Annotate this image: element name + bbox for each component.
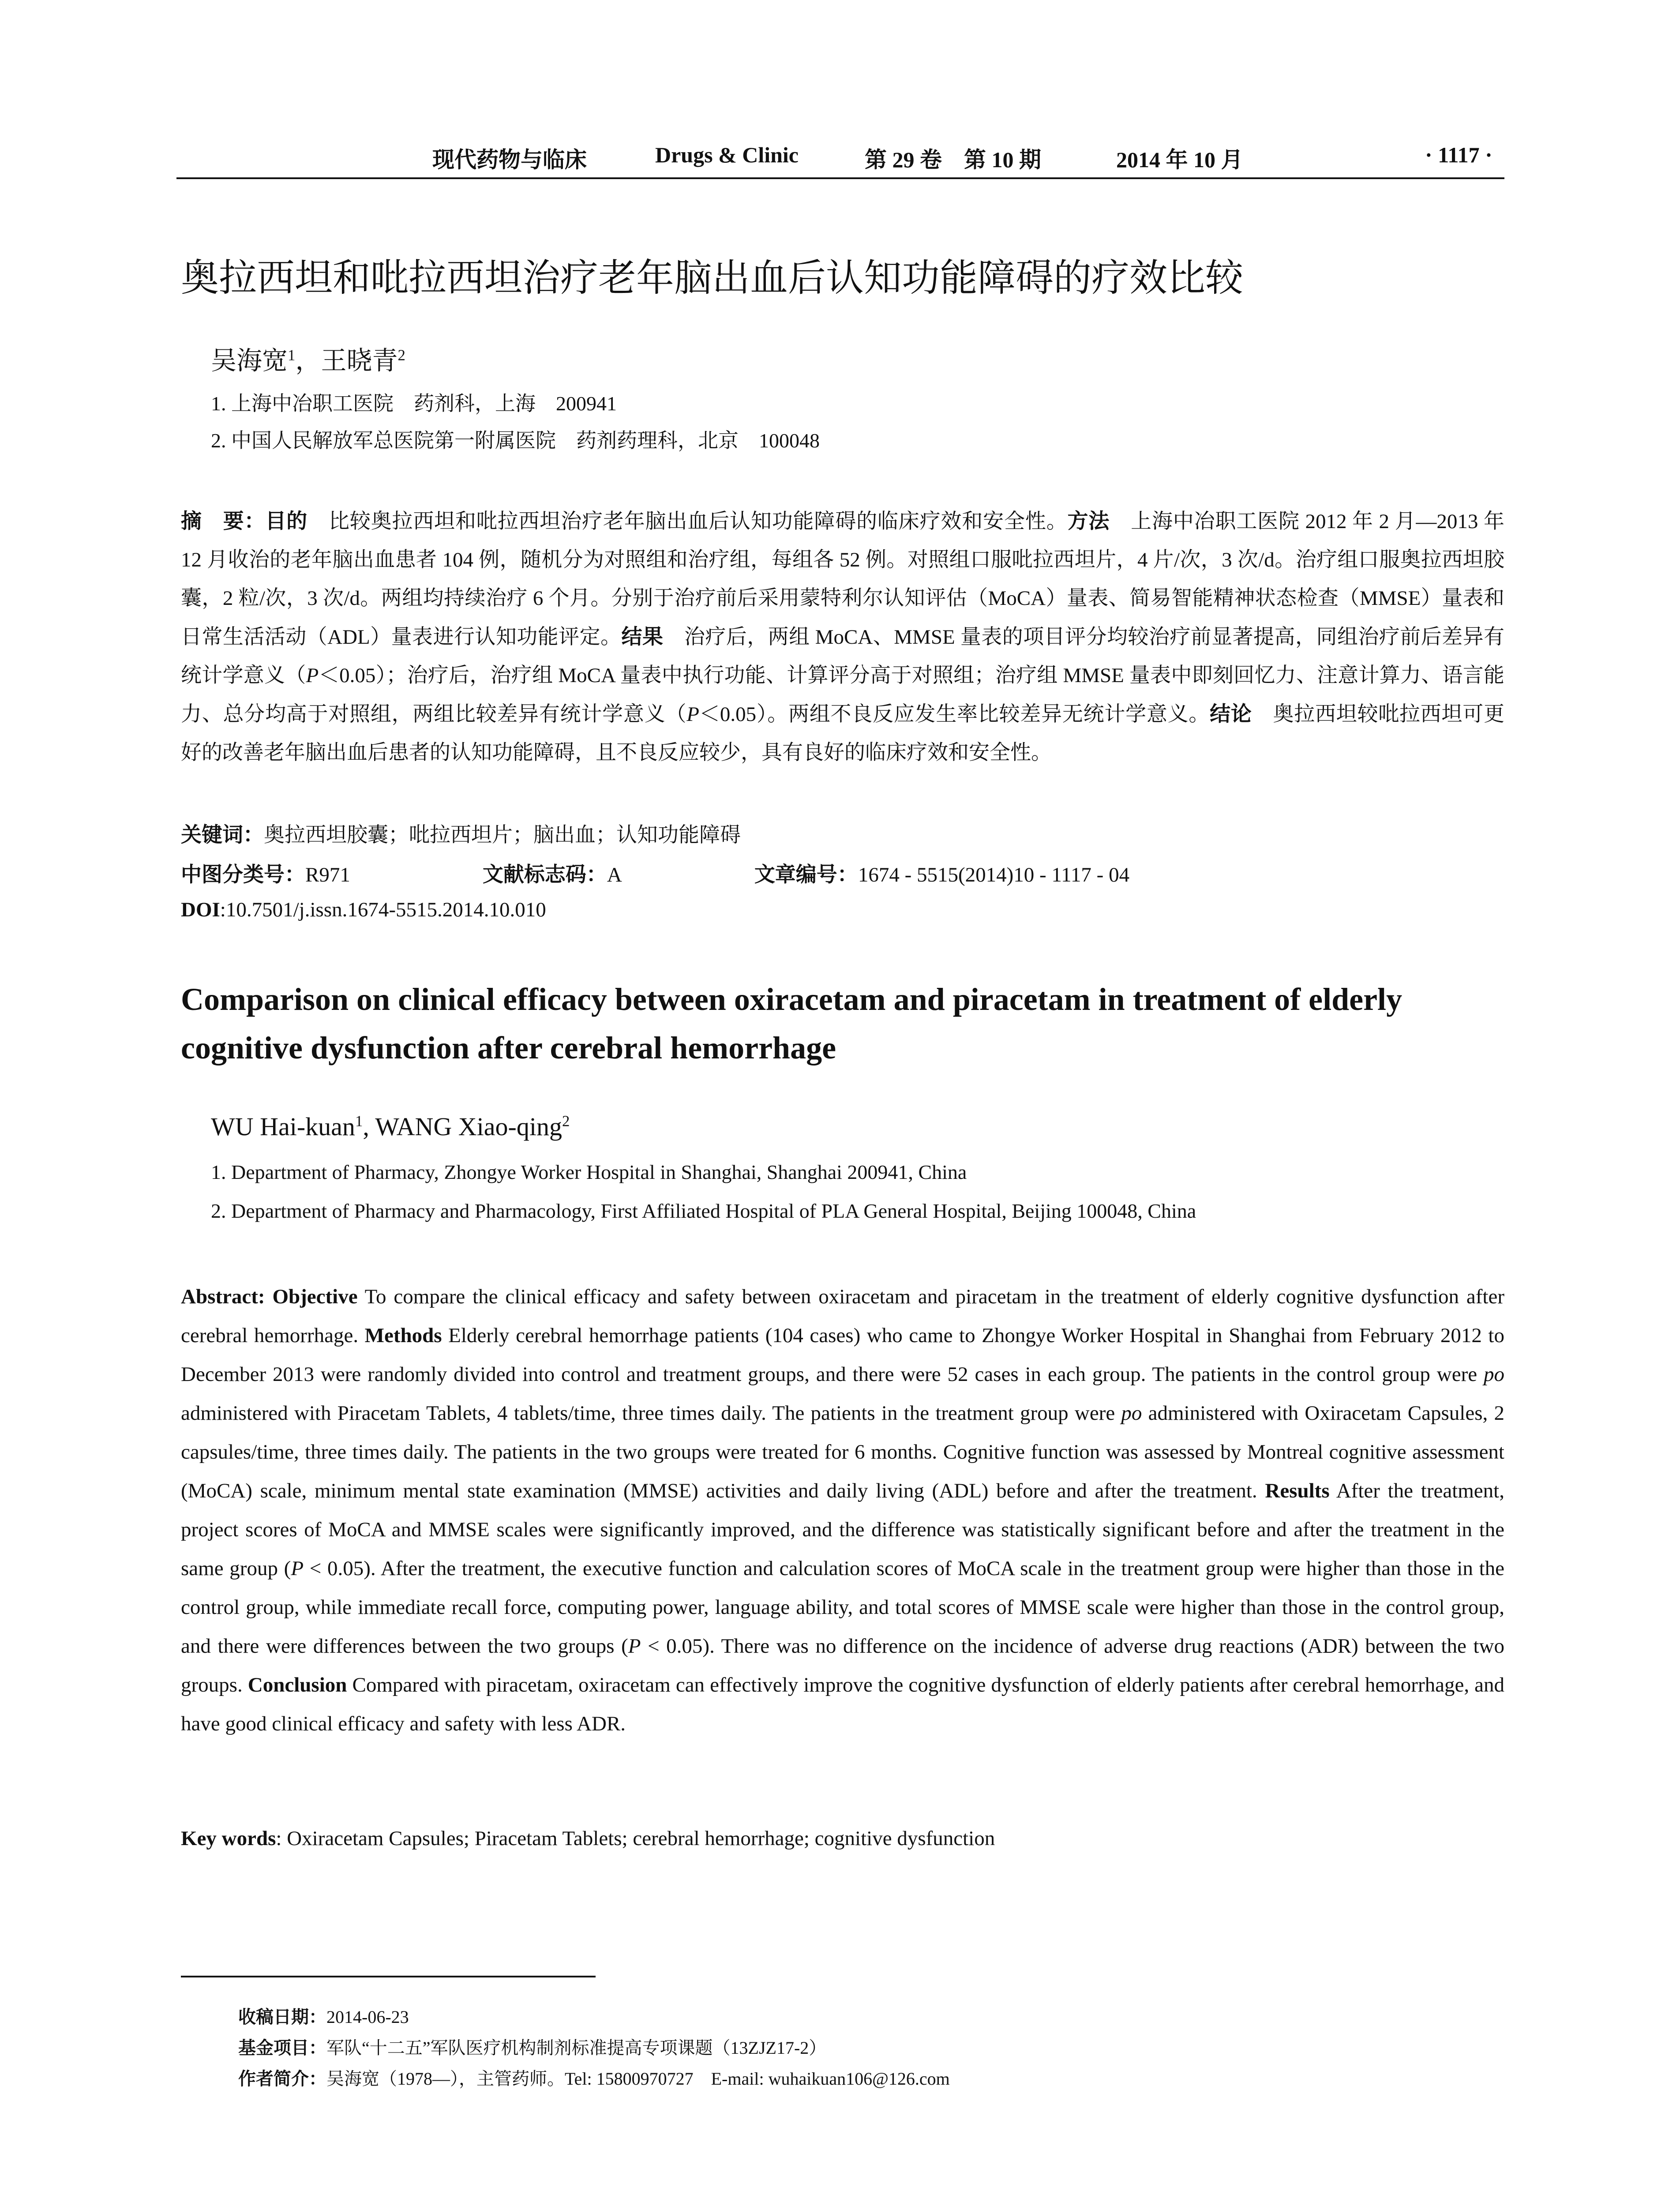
- route-abbrev: po: [1121, 1402, 1142, 1425]
- issue-date: 2014 年 10 月: [1116, 147, 1243, 172]
- authors-en: [211, 1112, 1534, 1141]
- running-header: [176, 142, 1504, 173]
- doc-code-label: 文献标志码：: [482, 863, 607, 887]
- received-value: 2014-06-23: [326, 2007, 409, 2027]
- title-cn: 奥拉西坦和吡拉西坦治疗老年脑出血后认知功能障碍的疗效比较: [181, 256, 1243, 300]
- results-text: ＜0.05）。两组不良反应发生率比较差异无统计学意义。: [699, 703, 1210, 726]
- keywords-label: Key words: [181, 1827, 276, 1850]
- affiliation-en-2: 2. Department of Pharmacy and Pharmacology, First Affiliated Hospital of PLA General Hospital, Beijing 100048, China: [211, 1200, 1196, 1222]
- doc-code-value: A: [607, 863, 622, 886]
- author-bio-label: 作者简介：: [238, 2069, 326, 2089]
- volume-issue: 第 29 卷 第 10 期: [865, 147, 1041, 172]
- conclusion-label: 结论: [1210, 702, 1252, 726]
- methods-label: Methods: [364, 1324, 442, 1347]
- methods-text: administered with Oxiracetam Capsules, 2 capsules/time, three times daily. The patients in the two groups were treated for 6 months. Cognitive function was assessed by Montreal cognitive assessment (MoCA) scale, minimum mental state examination (MMSE) activities and daily living (ADL) before and after the treatment.: [181, 1402, 1504, 1502]
- author-separator: ，: [295, 346, 321, 375]
- objective-label: Objective: [272, 1285, 358, 1308]
- methods-text: 上海中冶职工医院 2012 年 2 月—2013 年 12 月收治的老年脑出血患者 104 例，随机分为对照组和治疗组，每组各 52 例。对照组口服吡拉西坦片，4 片/次，3 次/d。治疗组口服奥拉西坦胶囊，2 粒/次，3 次/d。两组均持续治疗 6 个月。分别于治疗前后采用蒙特利尔认知评估（MoCA）量表、简易智能精神状态检查（MMSE）量表和日常生活活动（ADL）量表进行认知功能评定。: [181, 510, 1505, 649]
- article-no-field: [754, 863, 1196, 886]
- methods-text: Elderly cerebral hemorrhage patients (104 cases) who came to Zhongye Worker Hospital in Shanghai from February 2012 to December 2013 were randomly divided into control and treatment groups, and there were 52 cases in each group. The patients in the control group were: [181, 1324, 1504, 1386]
- conclusion-label: Conclusion: [248, 1673, 347, 1696]
- received-label: 收稿日期：: [238, 2007, 326, 2027]
- doi-label: DOI: [181, 898, 220, 921]
- abstract-cn: [181, 502, 1504, 772]
- page-number: · 1117 ·: [1425, 143, 1492, 167]
- p-value-symbol: P: [306, 664, 319, 687]
- doi-value: :10.7501/j.issn.1674-5515.2014.10.010: [220, 898, 546, 921]
- abstract-label: Abstract:: [181, 1285, 273, 1308]
- affiliation-cn-2: 2. 中国人民解放军总医院第一附属医院 药剂药理科，北京 100048: [211, 429, 820, 452]
- results-text: 治疗后，两组 MoCA、MMSE 量表的项目评分均较治疗前显著提高，同组治疗前后差异有统计学意义（: [181, 626, 1505, 687]
- author-name: 吴海宽: [211, 346, 288, 375]
- results-text: < 0.05). After the treatment, the executive function and calculation scores of MoCA scale in the treatment group were higher than those in the control group, while immediate recall force, computing power, language ability, and total scores of MMSE scale were higher than those in the control group, and there were differences between the two groups (: [181, 1557, 1504, 1658]
- objective-text: To compare the clinical efficacy and safety between oxiracetam and piracetam in the treatment of elderly cognitive dysfunction after cerebral hemorrhage.: [181, 1285, 1504, 1347]
- p-value-symbol: P: [628, 1635, 641, 1658]
- clc-label: 中图分类号：: [181, 863, 305, 887]
- header-rule: [176, 177, 1504, 179]
- objective-label: 目的: [265, 509, 308, 533]
- results-label: Results: [1265, 1479, 1330, 1502]
- p-value-symbol: P: [291, 1557, 304, 1580]
- keywords-text: : Oxiracetam Capsules; Piracetam Tablets; cerebral hemorrhage; cognitive dysfunction: [276, 1827, 995, 1850]
- methods-label: 方法: [1067, 509, 1110, 533]
- author-name: 王晓青: [321, 346, 398, 375]
- author-affiliation-mark: 2: [562, 1112, 570, 1130]
- keywords-text: 奥拉西坦胶囊；吡拉西坦片；脑出血；认知功能障碍: [264, 824, 741, 847]
- methods-text: administered with Piracetam Tablets, 4 tablets/time, three times daily. The patients in the treatment group were: [181, 1402, 1121, 1425]
- results-text: < 0.05). There was no difference on the incidence of adverse drug reactions (ADR) between the two groups.: [181, 1635, 1504, 1696]
- affiliation-cn-1: 1. 上海中冶职工医院 药剂科，上海 200941: [211, 392, 617, 415]
- abstract-label: 摘 要：: [181, 509, 266, 533]
- author-separator: ,: [363, 1112, 375, 1141]
- doi-line: [181, 898, 1504, 922]
- fund-value: 军队“十二五”军队医疗机构制剂标准提高专项课题（13ZJZ17-2）: [326, 2038, 827, 2058]
- journal-name-en: Drugs & Clinic: [655, 143, 799, 167]
- article-no-label: 文章编号：: [754, 863, 858, 887]
- fund-label: 基金项目：: [238, 2038, 326, 2058]
- article-no-value: 1674 - 5515(2014)10 - 1117 - 04: [858, 863, 1130, 886]
- objective-text: 比较奥拉西坦和吡拉西坦治疗老年脑出血后认知功能障碍的临床疗效和安全性。: [308, 510, 1068, 533]
- author-affiliation-mark: 1: [288, 346, 296, 364]
- journal-name-cn: 现代药物与临床: [432, 147, 587, 173]
- conclusion-text: Compared with piracetam, oxiracetam can effectively improve the cognitive dysfunction of elderly patients after cerebral hemorrhage, and have good clinical efficacy and safety with less ADR.: [181, 1673, 1504, 1735]
- clc-value: R971: [305, 863, 350, 886]
- author-affiliation-mark: 1: [355, 1112, 363, 1130]
- author-affiliation-mark: 2: [398, 346, 405, 364]
- footnote-fund: [238, 2034, 826, 2059]
- title-en: Comparison on clinical efficacy between oxiracetam and piracetam in treatment of elderly cognitive dysfunction after cerebral hemorrhage: [181, 982, 1402, 1065]
- authors-cn: [211, 340, 1534, 377]
- clc-field: [181, 863, 416, 886]
- conclusion-text: 奥拉西坦较吡拉西坦可更好的改善老年脑出血后患者的认知功能障碍，且不良反应较少，具有良好的临床疗效和安全性。: [181, 703, 1505, 764]
- keywords-cn: [181, 818, 1504, 848]
- route-abbrev: po: [1484, 1363, 1504, 1386]
- footnote-received: [238, 2003, 409, 2028]
- keywords-en: [181, 1827, 1504, 1850]
- affiliation-en-1: 1. Department of Pharmacy, Zhongye Worker Hospital in Shanghai, Shanghai 200941, China: [211, 1161, 967, 1183]
- results-text: ＜0.05）；治疗后，治疗组 MoCA 量表中执行功能、计算评分高于对照组；治疗组 MMSE 量表中即刻回忆力、注意计算力、语言能力、总分均高于对照组，两组比较差异有统计学意义（: [181, 664, 1505, 726]
- p-value-symbol: P: [686, 703, 699, 726]
- footnote-author: [238, 2065, 950, 2090]
- author-name: WANG Xiao-qing: [375, 1112, 562, 1141]
- results-label: 结果: [621, 625, 664, 649]
- author-bio-value: 吴海宽（1978—），主管药师。Tel: 15800970727 E-mail: wuhaikuan106@126.com: [326, 2069, 950, 2089]
- abstract-en: [181, 1277, 1504, 1743]
- classification-line: [181, 858, 1504, 888]
- results-text: After the treatment, project scores of MoCA and MMSE scales were significantly improved, and the difference was statistically significant before and after the treatment in the same group (: [181, 1479, 1504, 1580]
- author-name: WU Hai-kuan: [211, 1112, 355, 1141]
- doc-code-field: [483, 863, 688, 886]
- footnote-rule: [181, 1976, 596, 1977]
- keywords-label: 关键词：: [181, 823, 264, 847]
